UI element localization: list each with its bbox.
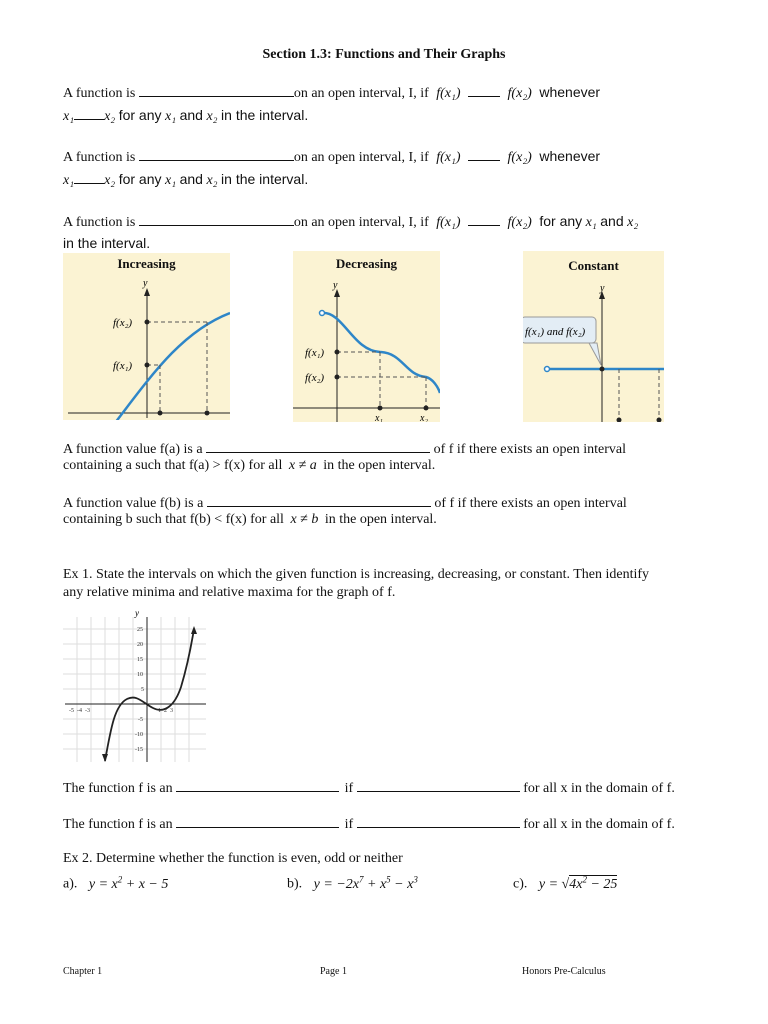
constant-graph [523,251,664,422]
def2-tail-pre: for any [118,171,162,187]
def3-x1: x₁ [585,215,597,230]
increasing-panel-title: Increasing [117,256,176,271]
def2-relation-blank[interactable] [468,148,500,161]
constant-panel-title: Constant [568,258,619,273]
max-cond-lead: containing a such that f(a) > f(x) for all [63,458,283,473]
even-lead: The function f is an [63,781,173,796]
increasing-graph-panel [63,253,230,420]
def2-fx1: f(x₁) [436,150,461,165]
decreasing-graph [293,251,440,422]
odd-type-blank[interactable] [176,815,339,828]
def1-lead: A function is [63,86,136,101]
def3-answer-blank[interactable] [139,213,294,226]
def3-fx1: f(x₁) [436,215,461,230]
min-cond-tail: in the open interval. [324,512,437,527]
ex1-ytick-neg10: -10 [135,732,143,738]
def1-answer-blank[interactable] [139,84,294,97]
constant-callout-label: f(x₁) and f(x₂) [525,326,586,338]
def3-mid: on an open interval, I, if [293,215,429,230]
ex1-ytick-5: 5 [141,687,144,693]
increasing-y-label: y [143,278,148,289]
definition-constant-line1 [63,213,638,231]
def1-relation-blank[interactable] [468,84,500,97]
def3-fx2: f(x₂) [507,215,532,230]
def1-fx1: f(x₁) [436,86,461,101]
min-tail: of f if there exists an open interval [434,496,627,511]
def1-mid: on an open interval, I, if [293,86,429,101]
decreasing-fx1-label: f(x₁) [305,347,325,359]
ex2-part-c [513,874,617,893]
def3-x2: x₂ [627,215,639,230]
def1-whenever: whenever [539,84,601,100]
ex2-b-label: b). [287,876,303,892]
def1-x1: x₁ [63,109,75,124]
even-if: if [344,781,354,796]
def2-x1: x₁ [63,173,75,188]
odd-if: if [344,817,354,832]
ex2-b-equation: $y = -2x^7 + x^5 - x^3$ [313,874,418,892]
def2-mid: on an open interval, I, if [293,150,429,165]
constant-graph-panel [523,251,664,422]
ex2-c-label: c). [513,876,528,892]
odd-lead: The function f is an [63,817,173,832]
def2-tail-post: in the interval. [221,171,309,187]
footer-chapter: Chapter 1 [63,966,103,977]
def3-and: and [600,213,624,229]
max-tail: of f if there exists an open interval [433,442,626,457]
increasing-fx2-label: f(x₂) [113,317,133,329]
ex1-xticks-right: 1 2 3 [158,708,173,714]
ex1-ytick-neg5: -5 [138,717,143,723]
decreasing-fx2-label: f(x₂) [305,372,325,384]
decreasing-x1-label: x₁ [375,413,383,422]
min-cond: x ≠ b [290,512,319,527]
ex2-heading: Ex 2. Determine whether the function is even, odd or neither [63,851,403,866]
increasing-fx1-label: f(x₁) [113,360,133,372]
relative-min-line1 [63,494,627,512]
definition-constant-line2: in the interval. [63,235,151,251]
increasing-graph [63,253,230,420]
def2-and: and [179,171,203,187]
footer-course: Honors Pre-Calculus [522,966,606,977]
def2-answer-blank[interactable] [139,148,294,161]
min-lead: A function value f(b) is a [63,496,204,511]
even-type-blank[interactable] [176,779,339,792]
ex2-a-label: a). [63,876,78,892]
decreasing-graph-panel [293,251,440,422]
definition-increasing-line2 [63,107,308,125]
ex1-xticks-left: -5 -4 -3 [69,708,90,714]
def3-lead: A function is [63,215,136,230]
ex1-ytick-20: 20 [137,642,143,648]
odd-condition-blank[interactable] [357,815,520,828]
max-lead: A function value f(a) is a [63,442,203,457]
ex1-ytick-15: 15 [137,657,143,663]
def1-x-relation-blank[interactable] [74,107,104,120]
def2-x1b: x₁ [165,173,177,188]
def1-fx2: f(x₂) [507,86,532,101]
def1-x2: x₂ [104,109,116,124]
def2-lead: A function is [63,150,136,165]
max-cond-tail: in the open interval. [323,458,436,473]
even-tail: for all x in the domain of f. [523,781,675,796]
footer-page: Page 1 [320,966,347,977]
max-cond: x ≠ a [288,458,317,473]
min-answer-blank[interactable] [207,494,431,507]
max-answer-blank[interactable] [206,440,430,453]
ex2-a-equation: $y = x^2 + x - 5$ [88,874,169,892]
page-title: Section 1.3: Functions and Their Graphs [262,47,506,62]
ex1-ytick-25: 25 [137,627,143,633]
def1-and: and [179,107,203,123]
odd-function-line [63,815,675,833]
constant-y-label: y [600,283,605,294]
min-cond-lead: containing b such that f(b) < f(x) for all [63,512,284,527]
relative-max-line2 [63,458,435,474]
def1-tail-post: in the interval. [221,107,309,123]
ex1-prompt-line1: Ex 1. State the intervals on which the given function is increasing, decreasing, or constant. Then identify [63,567,650,582]
def3-tail-pre: for any [539,213,583,229]
def2-whenever: whenever [539,148,601,164]
ex1-y-label: y [135,608,139,618]
def2-x2: x₂ [104,173,116,188]
relative-min-line2 [63,512,437,528]
ex1-ytick-neg15: -15 [135,747,143,753]
even-function-line [63,779,675,797]
decreasing-y-label: y [333,280,338,291]
def1-x1b: x₁ [165,109,177,124]
ex1-function-graph [63,607,206,762]
def2-x2b: x₂ [206,173,218,188]
ex2-part-b [287,874,418,893]
even-condition-blank[interactable] [357,779,520,792]
definition-increasing-line1 [63,84,600,102]
decreasing-panel-title: Decreasing [335,256,398,271]
ex1-ytick-10: 10 [137,672,143,678]
definition-decreasing-line1 [63,148,600,166]
def3-relation-blank[interactable] [468,213,500,226]
odd-tail: for all x in the domain of f. [523,817,675,832]
def1-tail-pre: for any [118,107,162,123]
def1-x2b: x₂ [206,109,218,124]
def2-x-relation-blank[interactable] [74,171,104,184]
relative-max-line1 [63,440,626,458]
ex2-part-a [63,874,168,893]
ex1-prompt-line2: any relative minima and relative maxima for the graph of f. [63,585,396,600]
ex2-c-equation: $y = √4x^2 - 25$ [538,874,618,892]
definition-decreasing-line2 [63,171,308,189]
def2-fx2: f(x₂) [507,150,532,165]
decreasing-x2-label: x₂ [420,413,428,422]
